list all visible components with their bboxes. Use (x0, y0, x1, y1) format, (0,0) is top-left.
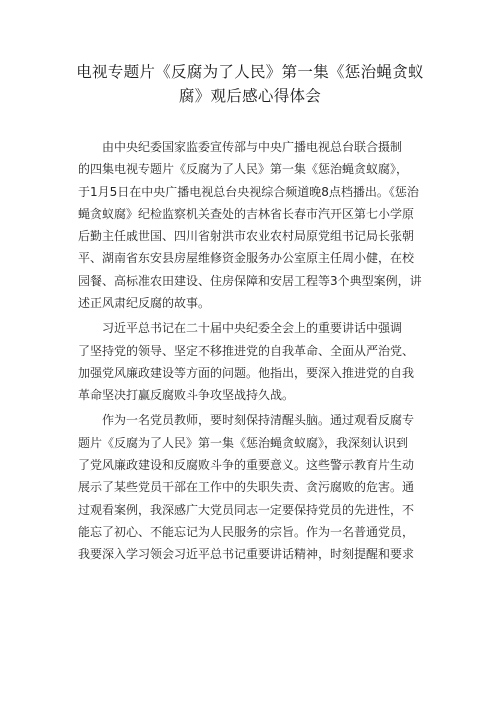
title-line: 电视专题片《反腐为了人民》第一集《惩治蝇贪蚁 (76, 63, 424, 81)
paragraph (78, 136, 430, 314)
text-line: 我要深入学习领会习近平总书记重要讲话精神，时刻提醒和要求 (78, 547, 415, 562)
text-line: 题片《反腐为了人民》第一集《惩治蝇贪蚁腐》，我深刻认识到 (78, 435, 409, 450)
document-body (78, 136, 430, 568)
document-title (60, 60, 440, 108)
paragraph (78, 409, 430, 565)
text-line: 展示了某些党员干部在工作中的失职失责、贪污腐败的危害。通 (78, 480, 415, 495)
text-line: 蝇贪蚁腐》纪检监察机关查处的吉林省长春市汽开区第七小学原 (78, 206, 415, 221)
title-line: 腐》观后感心得体会 (178, 87, 322, 105)
text-line: 于1月5日在中央广播电视总台央视综合频道晚8点档播出。《惩治 (78, 184, 419, 199)
paragraph (78, 317, 430, 406)
text-line: 了坚持党的领导、坚定不移推进党的自我革命、全面从严治党、 (78, 343, 415, 358)
text-line: 加强党风廉政建设等方面的问题。他指出，要深入推进党的自我 (78, 365, 415, 380)
text-line: 园餐、高标准农田建设、住房保障和安居工程等3个典型案例，讲 (78, 273, 422, 288)
text-line: 能忘了初心、不能忘记为人民服务的宗旨。作为一名普通党员， (78, 524, 415, 539)
text-line: 过观看案例，我深感广大党员同志一定要保持党员的先进性，不 (78, 502, 415, 517)
text-line: 由中央纪委国家监委宣传部与中央广播电视总台联合摄制 (102, 140, 403, 154)
text-line: 革命坚决打赢反腐败斗争攻坚战持久战。 (78, 388, 295, 403)
text-line: 的四集电视专题片《反腐为了人民》第一集《惩治蝇贪蚁腐》， (78, 162, 409, 177)
text-line: 习近平总书记在二十届中央纪委全会上的重要讲话中强调 (102, 321, 403, 336)
text-line: 作为一名党员教师，要时刻保持清醒头脑。通过观看反腐专 (102, 413, 415, 428)
text-line: 述正风肃纪反腐的故事。 (78, 296, 211, 311)
text-line: 了党风廉政建设和反腐败斗争的重要意义。这些警示教育片生动 (78, 457, 415, 472)
text-line: 平、湖南省东安县房屋维修资金服务办公室原主任周小健，在校 (78, 251, 415, 266)
text-line: 后勤主任戚世国、四川省射洪市农业农村局原党组书记局长张朝 (78, 229, 415, 244)
